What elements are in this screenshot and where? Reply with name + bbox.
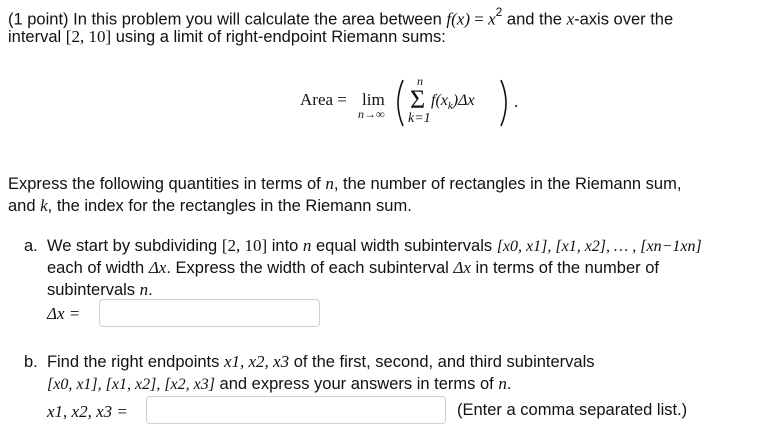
x-variable: x <box>488 9 496 29</box>
express-line-1 <box>8 173 681 195</box>
comma-list-hint: (Enter a comma separated list.) <box>457 401 688 419</box>
right-endpoints-math: x1, x2, x3 <box>223 352 290 371</box>
part-a-text: . <box>148 281 153 299</box>
part-b-text: and express your answers in terms of <box>214 375 499 393</box>
delta-x: Δx <box>453 258 471 277</box>
endpoints-answer-label: x1, x2, x3 = <box>47 402 128 421</box>
delta-x: Δx <box>148 258 167 277</box>
part-a-label: a. <box>24 237 38 255</box>
part-b-text: Find the right endpoints <box>46 353 224 371</box>
period: . <box>514 92 519 111</box>
part-a-text: equal width subintervals <box>311 237 497 255</box>
riemann-sum-formula <box>300 74 540 136</box>
part-a-text: each of width <box>47 259 149 277</box>
part-a-text: . Express the width of each subinterval <box>166 259 454 277</box>
delta-x-answer-input[interactable] <box>99 299 320 327</box>
intro-text: interval <box>8 28 66 46</box>
sum-upper-limit: n <box>417 74 423 88</box>
endpoints-answer-input[interactable] <box>146 396 446 424</box>
intro-text: -axis over the <box>574 10 674 29</box>
delta-x-answer-label: Δx = <box>47 304 81 323</box>
n-variable: n <box>325 174 334 193</box>
n-variable: n <box>139 280 149 299</box>
summand-text: )Δx <box>452 92 475 109</box>
part-b-line-1 <box>24 351 595 373</box>
interval: [2, 10] <box>65 27 112 46</box>
part-a-text: We start by subdividing <box>46 237 222 255</box>
exponent: 2 <box>495 5 503 19</box>
lim-label: lim <box>362 90 385 109</box>
part-a-line-3 <box>47 279 153 301</box>
intro-text: using a limit of right-endpoint Riemann sums: <box>111 28 446 46</box>
part-a-text: in terms of the number of <box>470 259 659 277</box>
left-paren <box>391 78 405 128</box>
express-text: , the number of rectangles in the Riemann sum, <box>333 175 682 193</box>
part-a-line-1 <box>24 235 702 257</box>
part-b-label: b. <box>24 353 38 371</box>
part-a-text: subintervals <box>47 281 140 299</box>
n-variable: n <box>498 374 507 393</box>
part-b-line-2 <box>47 373 511 395</box>
lim-subscript: n→∞ <box>358 107 385 121</box>
part-b-text: of the first, second, and third subintervals <box>289 353 595 371</box>
express-text: , the index for the rectangles in the Riemann sum. <box>47 197 412 215</box>
express-text: and <box>8 197 41 215</box>
k-variable: k <box>40 196 48 215</box>
n-variable: n <box>302 236 312 255</box>
summand-subscript: k <box>447 100 453 112</box>
intro-text: (1 point) In this problem you will calculate the area between <box>8 10 447 29</box>
subintervals-math: [x0, x1], [x1, x2], [x2, x3] <box>47 376 215 393</box>
interval: [2, 10] <box>221 236 268 255</box>
express-line-2 <box>8 195 412 217</box>
sigma-symbol: Σ <box>410 85 426 114</box>
area-label: Area = <box>300 90 347 109</box>
summand <box>431 92 475 110</box>
summand-text: f(x <box>431 92 448 109</box>
part-b-text: . <box>506 375 512 393</box>
fx-expression: f(x) <box>446 9 470 29</box>
express-text: Express the following quantities in terms of <box>8 175 326 193</box>
equals-sign: = <box>470 9 489 29</box>
intro-line-2 <box>8 26 446 48</box>
sum-lower-limit: k=1 <box>408 111 431 126</box>
part-a-text: into <box>267 237 303 255</box>
intro-text: and the <box>502 10 567 29</box>
part-a-line-2 <box>47 257 659 279</box>
right-paren <box>499 78 513 128</box>
subintervals-math: [x0, x1], [x1, x2], … , [xn−1xn] <box>496 238 702 255</box>
x-variable: x <box>566 9 575 29</box>
